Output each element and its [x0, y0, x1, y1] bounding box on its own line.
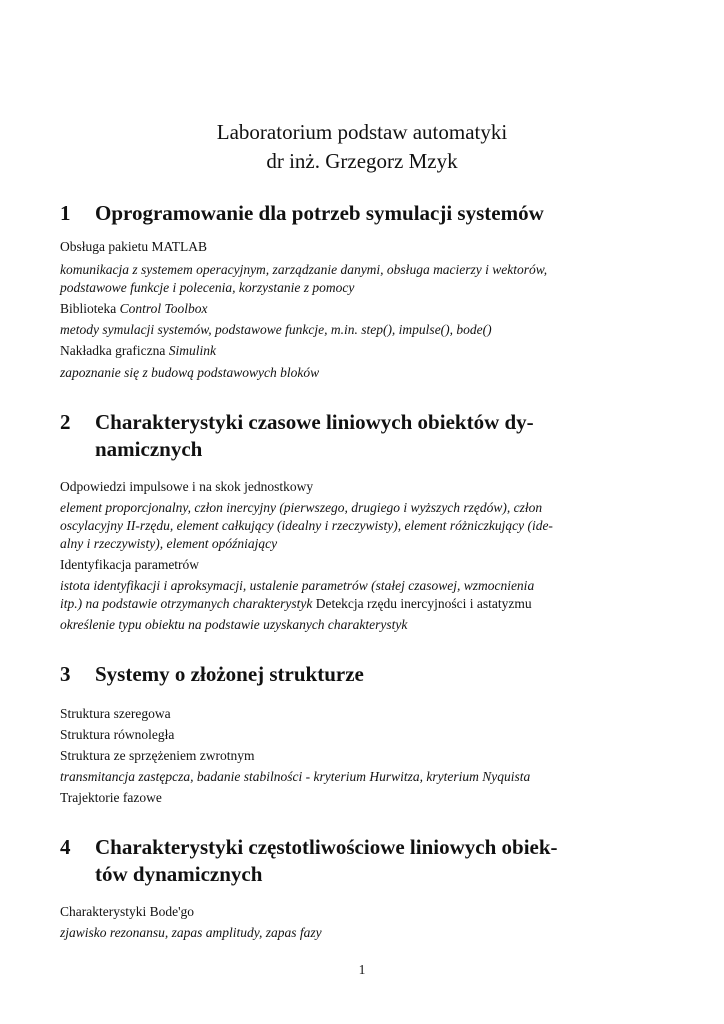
section-3-line: Trajektorie fazowe [60, 790, 162, 805]
section-title-cont: namicznych [95, 437, 203, 461]
section-title: Charakterystyki częstotliwościowe liniowych obiek- [95, 835, 558, 859]
section-number: 2 [60, 410, 71, 434]
section-2-line: element proporcjonalny, człon inercyjny (pierwszego, drugiego i wyższych rzędów), człon [60, 500, 543, 515]
section-number: 4 [60, 835, 71, 859]
section-2-line [60, 595, 620, 613]
section-1-line: podstawowe funkcje i polecenia, korzystanie z pomocy [60, 280, 355, 295]
section-2-line: Odpowiedzi impulsowe i na skok jednostkowy [60, 479, 314, 494]
section-3-line: Struktura równoległa [60, 727, 175, 742]
section-3-line: Struktura szeregowa [60, 706, 171, 721]
section-2-line: Identyfikacja parametrów [60, 557, 200, 572]
section-1-line: metody symulacji systemów, podstawowe funkcje, m.in. step(), impulse(), bode() [60, 322, 492, 337]
section-1-line [60, 300, 620, 318]
line-text-italic: Control Toolbox [119, 301, 208, 316]
section-2-line: oscylacyjny II-rzędu, element całkujący (idealny i rzeczywisty), element różniczkujący (ide- [60, 518, 553, 533]
line-text: Nakładka graficzna [60, 343, 169, 358]
section-title: Charakterystyki czasowe liniowych obiektów dy- [95, 410, 534, 434]
line-text-italic: itp.) na podstawie otrzymanych charakterystyk [60, 596, 313, 611]
section-title: Systemy o złożonej strukturze [95, 662, 364, 686]
section-number: 3 [60, 662, 71, 686]
page-number: 1 [358, 962, 366, 977]
section-1-line: Obsługa pakietu MATLAB [60, 239, 207, 254]
section-1-line: komunikacja z systemem operacyjnym, zarządzanie danymi, obsługa macierzy i wektorów, [60, 262, 548, 277]
line-text-italic: Simulink [168, 343, 216, 358]
line-text: Detekcja rzędu inercyjności i astatyzmu [312, 596, 532, 611]
section-4-line: Charakterystyki Bode'go [60, 904, 195, 919]
section-1-line: zapoznanie się z budową podstawowych bloków [60, 365, 320, 380]
document-title: Laboratorium podstaw automatyki [216, 120, 508, 144]
section-4-line: zjawisko rezonansu, zapas amplitudy, zapas fazy [60, 925, 322, 940]
line-text: Biblioteka [60, 301, 120, 316]
section-3-line: transmitancja zastępcza, badanie stabilności - kryterium Hurwitza, kryterium Nyquista [60, 769, 531, 784]
section-2-line: określenie typu obiektu na podstawie uzyskanych charakterystyk [60, 617, 408, 632]
section-number: 1 [60, 201, 71, 225]
section-title: Oprogramowanie dla potrzeb symulacji systemów [95, 201, 544, 225]
section-3-line: Struktura ze sprzężeniem zwrotnym [60, 748, 255, 763]
section-1-line [60, 342, 620, 360]
section-2-line: istota identyfikacji i aproksymacji, ustalenie parametrów (stałej czasowej, wzmocnienia [60, 578, 535, 593]
section-title-cont: tów dynamicznych [95, 862, 263, 886]
section-2-line: alny i rzeczywisty), element opóźniający [60, 536, 278, 551]
document-author: dr inż. Grzegorz Mzyk [266, 149, 458, 173]
